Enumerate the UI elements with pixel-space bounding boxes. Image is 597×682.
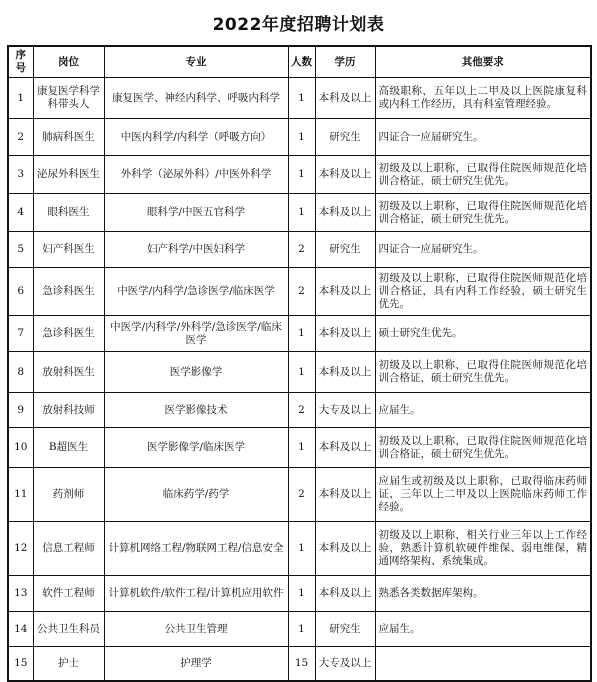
cell-major: 医学影像技术 — [104, 393, 288, 428]
cell-major: 眼科学/中医五官科学 — [104, 194, 288, 232]
table-row — [8, 428, 591, 468]
header-major: 专业 — [104, 46, 288, 78]
cell-education: 大专及以上 — [315, 393, 375, 428]
cell-major: 中医内科学/内科学（呼吸方向） — [104, 119, 288, 156]
cell-education: 研究生 — [315, 232, 375, 268]
header-post: 岗位 — [33, 46, 104, 78]
table-row — [8, 393, 591, 428]
cell-major: 公共卫生管理 — [104, 612, 288, 647]
cell-major: 医学影像学 — [104, 352, 288, 393]
cell-requirements: 应届生。 — [375, 393, 591, 428]
cell-count: 1 — [288, 78, 315, 119]
cell-count: 1 — [288, 316, 315, 352]
table-row — [8, 352, 591, 393]
cell-major: 中医学/内科学/外科学/急诊医学/临床医学 — [104, 316, 288, 352]
cell-no: 5 — [8, 232, 33, 268]
recruitment-table — [7, 45, 592, 682]
cell-requirements — [375, 647, 591, 681]
table-header-row — [8, 46, 591, 78]
cell-no: 4 — [8, 194, 33, 232]
cell-count: 1 — [288, 576, 315, 612]
cell-no: 15 — [8, 647, 33, 681]
cell-count: 2 — [288, 232, 315, 268]
cell-requirements: 应届生。 — [375, 612, 591, 647]
cell-post: 信息工程师 — [33, 522, 104, 576]
table-row — [8, 647, 591, 681]
cell-no: 6 — [8, 268, 33, 316]
cell-education: 本科及以上 — [315, 522, 375, 576]
cell-count: 1 — [288, 522, 315, 576]
cell-post: 护士 — [33, 647, 104, 681]
cell-education: 本科及以上 — [315, 468, 375, 522]
cell-post: 急诊科医生 — [33, 316, 104, 352]
cell-major: 妇产科学/中医妇科学 — [104, 232, 288, 268]
cell-requirements: 初级及以上职称，相关行业三年以上工作经验，熟悉计算机软硬件维保、弱电维保，精通网络架构、系统集成。 — [375, 522, 591, 576]
cell-major: 计算机网络工程/物联网工程/信息安全 — [104, 522, 288, 576]
cell-post: 急诊科医生 — [33, 268, 104, 316]
cell-post: 放射科医生 — [33, 352, 104, 393]
table-row — [8, 576, 591, 612]
cell-education: 本科及以上 — [315, 268, 375, 316]
cell-no: 2 — [8, 119, 33, 156]
cell-post: 妇产科医生 — [33, 232, 104, 268]
header-count: 人数 — [288, 46, 315, 78]
cell-requirements: 熟悉各类数据库架构。 — [375, 576, 591, 612]
cell-requirements: 初级及以上职称，已取得住院医师规范化培训合格证，硕士研究生优先。 — [375, 352, 591, 393]
cell-major: 计算机软件/软件工程/计算机应用软件 — [104, 576, 288, 612]
cell-major: 护理学 — [104, 647, 288, 681]
cell-post: 肺病科医生 — [33, 119, 104, 156]
cell-education: 本科及以上 — [315, 78, 375, 119]
cell-major: 康复医学、神经内科学、呼吸内科学 — [104, 78, 288, 119]
cell-count: 1 — [288, 352, 315, 393]
cell-education: 本科及以上 — [315, 352, 375, 393]
cell-no: 8 — [8, 352, 33, 393]
table-row — [8, 268, 591, 316]
cell-no: 11 — [8, 468, 33, 522]
cell-count: 15 — [288, 647, 315, 681]
cell-post: 泌尿外科医生 — [33, 156, 104, 194]
page-title: 2022年度招聘计划表 — [212, 15, 385, 35]
cell-requirements: 应届生或初级及以上职称，已取得临床药师证，三年以上二甲及以上医院临床药师工作经验。 — [375, 468, 591, 522]
cell-no: 10 — [8, 428, 33, 468]
cell-count: 1 — [288, 194, 315, 232]
cell-count: 2 — [288, 268, 315, 316]
table-row — [8, 316, 591, 352]
cell-major: 临床药学/药学 — [104, 468, 288, 522]
cell-no: 1 — [8, 78, 33, 119]
cell-count: 1 — [288, 119, 315, 156]
header-requirements: 其他要求 — [375, 46, 591, 78]
cell-requirements: 初级及以上职称，已取得住院医师规范化培训合格证，硕士研究生优先。 — [375, 156, 591, 194]
table-row — [8, 194, 591, 232]
cell-requirements: 硕士研究生优先。 — [375, 316, 591, 352]
cell-no: 9 — [8, 393, 33, 428]
cell-post: 康复医学科学科带头人 — [33, 78, 104, 119]
cell-no: 14 — [8, 612, 33, 647]
cell-requirements: 高级职称，五年以上二甲及以上医院康复科或内科工作经历，具有科室管理经验。 — [375, 78, 591, 119]
table-row — [8, 78, 591, 119]
cell-requirements: 四证合一应届研究生。 — [375, 232, 591, 268]
cell-education: 大专及以上 — [315, 647, 375, 681]
cell-no: 12 — [8, 522, 33, 576]
cell-requirements: 初级及以上职称，已取得住院医师规范化培训合格证，硕士研究生优先。 — [375, 428, 591, 468]
cell-no: 3 — [8, 156, 33, 194]
table-row — [8, 612, 591, 647]
cell-requirements: 初级及以上职称，已取得住院医师规范化培训合格证，硕士研究生优先。 — [375, 194, 591, 232]
table-row — [8, 119, 591, 156]
cell-count: 2 — [288, 468, 315, 522]
cell-no: 13 — [8, 576, 33, 612]
cell-major: 医学影像学/临床医学 — [104, 428, 288, 468]
header-education: 学历 — [315, 46, 375, 78]
cell-education: 本科及以上 — [315, 576, 375, 612]
cell-education: 本科及以上 — [315, 428, 375, 468]
cell-post: 软件工程师 — [33, 576, 104, 612]
cell-count: 1 — [288, 612, 315, 647]
cell-post: 公共卫生科员 — [33, 612, 104, 647]
table-row — [8, 232, 591, 268]
cell-post: 药剂师 — [33, 468, 104, 522]
cell-education: 本科及以上 — [315, 156, 375, 194]
cell-education: 研究生 — [315, 119, 375, 156]
cell-post: 放射科技师 — [33, 393, 104, 428]
cell-education: 本科及以上 — [315, 316, 375, 352]
table-row — [8, 522, 591, 576]
table-row — [8, 468, 591, 522]
cell-count: 2 — [288, 393, 315, 428]
cell-post: 眼科医生 — [33, 194, 104, 232]
cell-no: 7 — [8, 316, 33, 352]
cell-major: 外科学（泌尿外科）/中医外科学 — [104, 156, 288, 194]
cell-count: 1 — [288, 156, 315, 194]
cell-major: 中医学/内科学/急诊医学/临床医学 — [104, 268, 288, 316]
cell-requirements: 四证合一应届研究生。 — [375, 119, 591, 156]
cell-requirements: 初级及以上职称，已取得住院医师规范化培训合格证，具有内科工作经验，硕士研究生优先。 — [375, 268, 591, 316]
table-row — [8, 156, 591, 194]
cell-count: 1 — [288, 428, 315, 468]
cell-post: B超医生 — [33, 428, 104, 468]
cell-education: 本科及以上 — [315, 194, 375, 232]
cell-education: 研究生 — [315, 612, 375, 647]
header-no: 序号 — [8, 46, 33, 78]
